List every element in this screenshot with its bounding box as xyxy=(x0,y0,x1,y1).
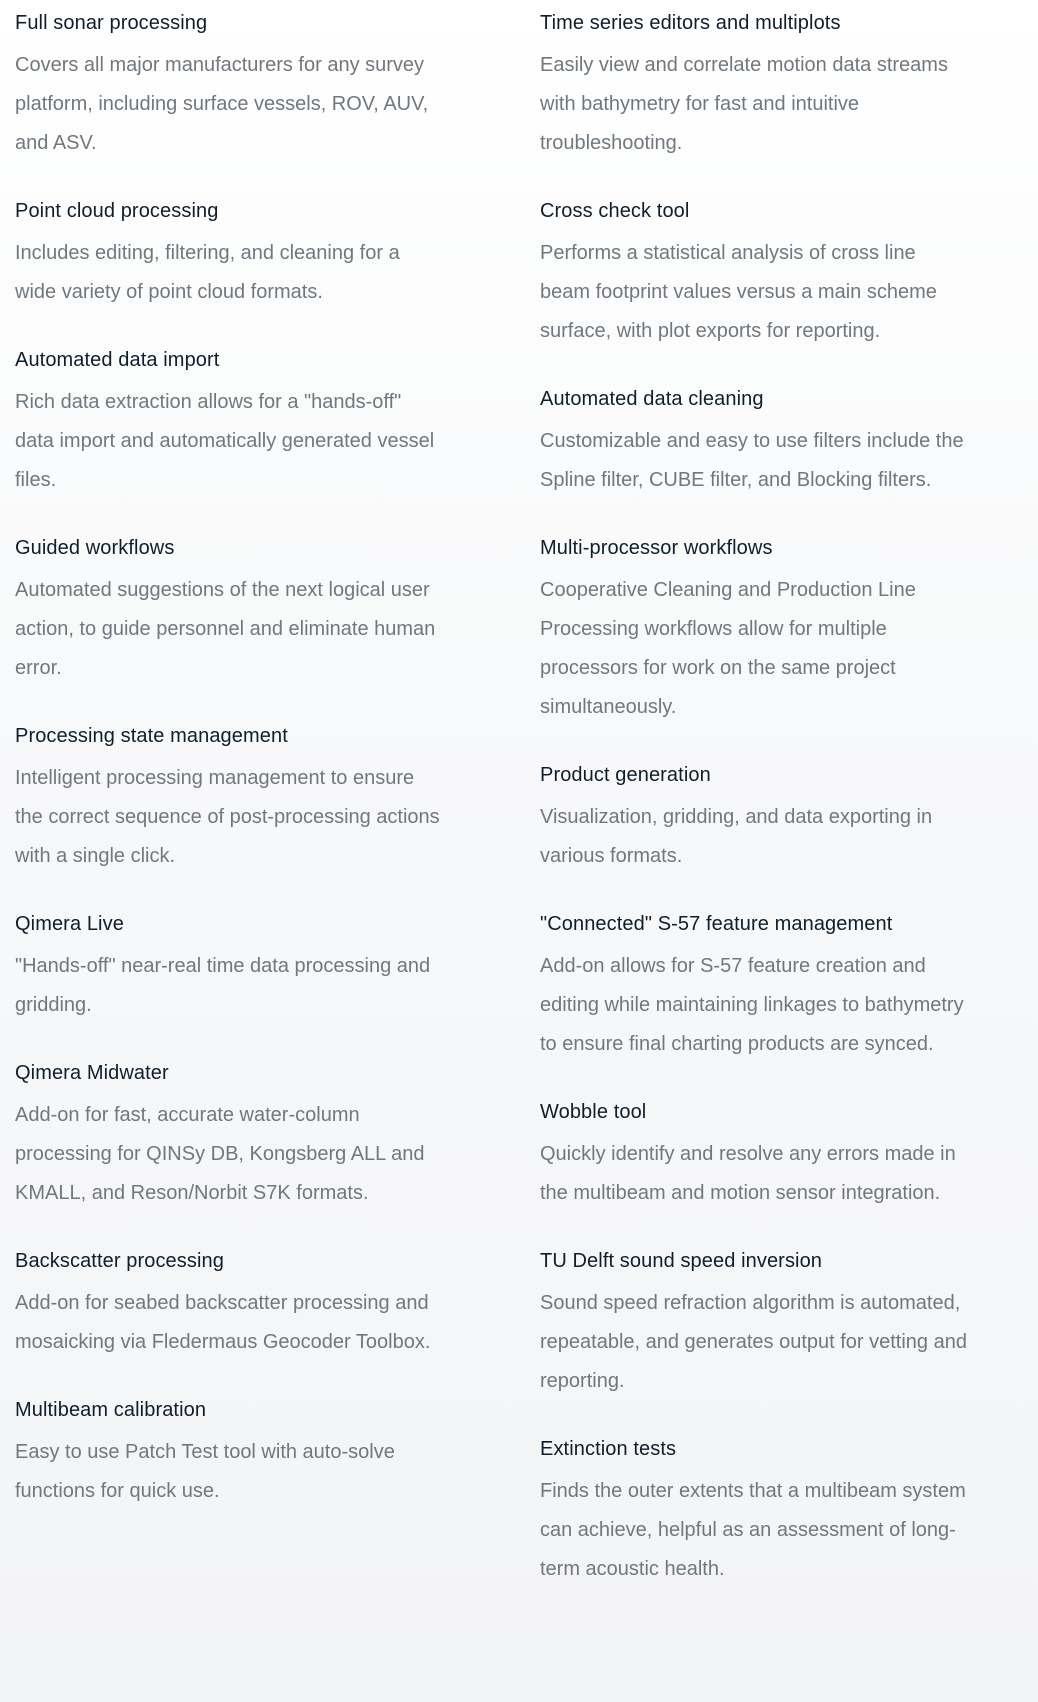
feature-title: "Connected" S-57 feature management xyxy=(540,913,893,935)
feature-description: Add-on allows for S-57 feature creation and editing while maintaining linkages to bathymetry to ensure final charting products are synced. xyxy=(540,955,964,1055)
feature-description: Add-on for fast, accurate water-column processing for QINSy DB, Kongsberg ALL and KMALL, and Reson/Norbit S7K formats. xyxy=(15,1104,425,1204)
feature-description: Easy to use Patch Test tool with auto-solve functions for quick use. xyxy=(15,1441,395,1502)
feature-description: Rich data extraction allows for a "hands-off" data import and automatically generated vessel files. xyxy=(15,391,435,491)
feature-list-right xyxy=(540,7,970,1621)
feature-product-generation xyxy=(540,759,970,876)
feature-title: Processing state management xyxy=(15,725,288,747)
feature-description: Quickly identify and resolve any errors made in the multibeam and motion sensor integration. xyxy=(540,1143,956,1204)
feature-tu-delft-sound-speed-inversion xyxy=(540,1245,970,1401)
feature-qimera-midwater xyxy=(15,1057,445,1213)
feature-description: Customizable and easy to use filters include the Spline filter, CUBE filter, and Blocking filters. xyxy=(540,430,964,491)
feature-title: Multibeam calibration xyxy=(15,1399,207,1421)
feature-title: Wobble tool xyxy=(540,1101,647,1123)
feature-title: Cross check tool xyxy=(540,200,690,222)
feature-qimera-live xyxy=(15,908,445,1025)
feature-automated-data-cleaning xyxy=(540,383,970,500)
feature-multibeam-calibration xyxy=(15,1394,445,1511)
feature-description: Includes editing, filtering, and cleaning for a wide variety of point cloud formats. xyxy=(15,242,400,303)
feature-title: Multi-processor workflows xyxy=(540,537,773,559)
feature-cross-check-tool xyxy=(540,195,970,351)
feature-title: Qimera Live xyxy=(15,913,124,935)
feature-description: Finds the outer extents that a multibeam system can achieve, helpful as an assessment of long-term acoustic health. xyxy=(540,1480,966,1580)
feature-description: "Hands-off" near-real time data processing and gridding. xyxy=(15,955,431,1016)
feature-title: Automated data import xyxy=(15,349,220,371)
feature-guided-workflows xyxy=(15,532,445,688)
feature-title: Backscatter processing xyxy=(15,1250,224,1272)
feature-title: Point cloud processing xyxy=(15,200,219,222)
feature-description: Intelligent processing management to ensure the correct sequence of post-processing actions with a single click. xyxy=(15,767,440,867)
feature-time-series-editors xyxy=(540,7,970,163)
feature-title: Product generation xyxy=(540,764,711,786)
feature-backscatter-processing xyxy=(15,1245,445,1362)
feature-extinction-tests xyxy=(540,1433,970,1589)
feature-point-cloud-processing xyxy=(15,195,445,312)
feature-s57-feature-management xyxy=(540,908,970,1064)
feature-description: Performs a statistical analysis of cross line beam footprint values versus a main scheme surface, with plot exports for reporting. xyxy=(540,242,937,342)
feature-description: Sound speed refraction algorithm is automated, repeatable, and generates output for vetting and reporting. xyxy=(540,1292,967,1392)
feature-description: Visualization, gridding, and data exporting in various formats. xyxy=(540,806,933,867)
feature-title: Full sonar processing xyxy=(15,12,208,34)
feature-title: Qimera Midwater xyxy=(15,1062,169,1084)
feature-description: Easily view and correlate motion data streams with bathymetry for fast and intuitive troubleshooting. xyxy=(540,54,948,154)
feature-title: Extinction tests xyxy=(540,1438,677,1460)
feature-description: Cooperative Cleaning and Production Line Processing workflows allow for multiple processors for work on the same project simultaneously. xyxy=(540,579,916,718)
feature-multi-processor-workflows xyxy=(540,532,970,727)
feature-title: Automated data cleaning xyxy=(540,388,764,410)
feature-title: Guided workflows xyxy=(15,537,175,559)
feature-title: TU Delft sound speed inversion xyxy=(540,1250,823,1272)
feature-description: Automated suggestions of the next logical user action, to guide personnel and eliminate human error. xyxy=(15,579,436,679)
feature-title: Time series editors and multiplots xyxy=(540,12,841,34)
feature-description: Covers all major manufacturers for any survey platform, including surface vessels, ROV, AUV, and ASV. xyxy=(15,54,429,154)
feature-full-sonar-processing xyxy=(15,7,445,163)
feature-wobble-tool xyxy=(540,1096,970,1213)
feature-list-left xyxy=(15,7,445,1543)
feature-description: Add-on for seabed backscatter processing and mosaicking via Fledermaus Geocoder Toolbox. xyxy=(15,1292,431,1353)
feature-processing-state-management xyxy=(15,720,445,876)
feature-automated-data-import xyxy=(15,344,445,500)
